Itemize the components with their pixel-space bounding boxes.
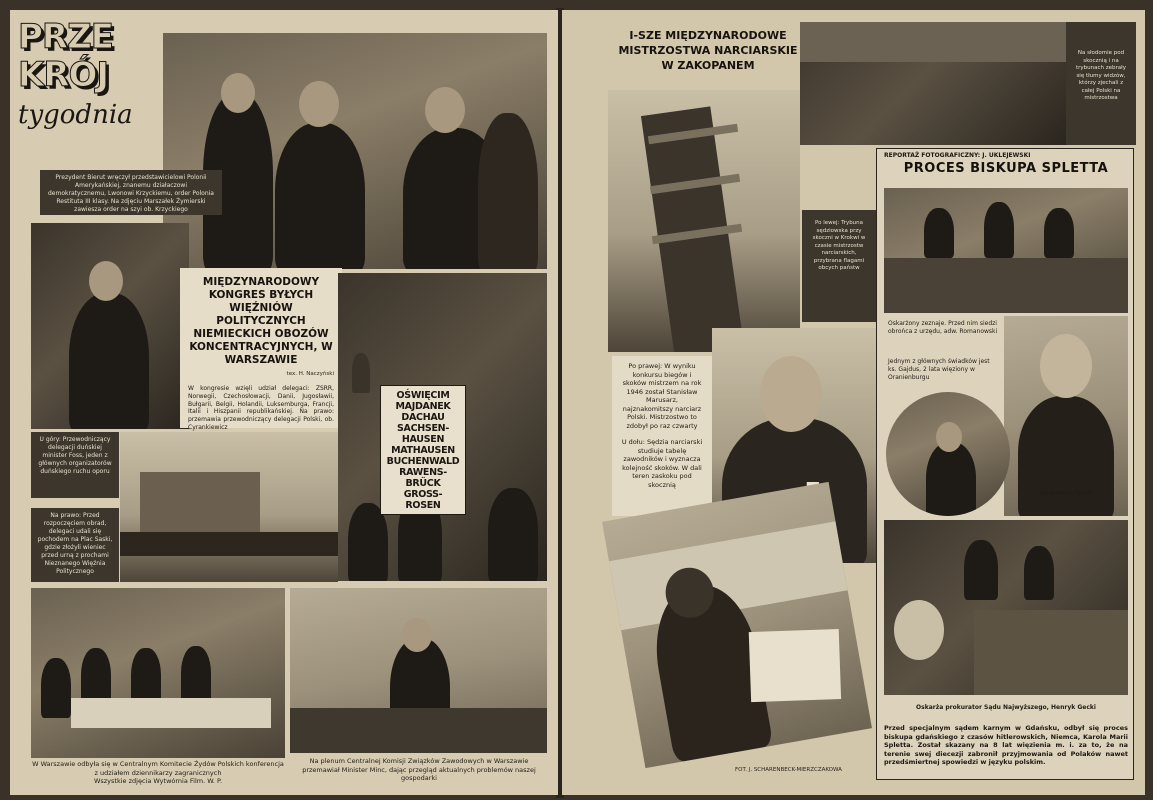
caption-jewish-committee-credit: Wszystkie zdjęcia Wytwórnia Film. W. P.	[93, 777, 223, 785]
banner-line: MATHAUSEN	[391, 444, 455, 456]
caption-judges-tower: Po lewej: Trybuna sędziowska przy skoczni w Krokwi w czasie mistrzostw narciarskich, przybrana flagami obcych państw	[802, 210, 876, 322]
proces-title: PROCES BISKUPA SPLETTA	[903, 161, 1109, 176]
caption-procession: Na prawo: Przed rozpoczęciem obrad, delegaci udali się pochodem na Plac Saski, gdzie złożyli wieniec przed urną z prochami Nieznanego Więźnia Politycznego	[31, 508, 119, 582]
caption-order-ceremony: Prezydent Bierut wręczył przedstawicielowi Polonii Amerykańskiej, znanemu działaczowi demokratycznemu, Lwonowi Krzyckiemu, order Polonia Restituta III klasy. Na zdjęciu Marszałek Żymierski zawiesza order na szyi ob. Krzyckiego	[40, 170, 222, 215]
caption-witness: Jednym z głównych świadków jest ks. Gajdus, 2 lata więziony w Oranienburgu	[888, 358, 990, 381]
banner-line: OŚWIĘCIM	[396, 389, 450, 401]
photo-crowd	[800, 22, 1066, 145]
photo-splett	[1004, 316, 1128, 516]
banner-line: BUCHENWALD	[386, 455, 460, 467]
banner-line: BRÜCK	[405, 477, 441, 489]
photo-judges-tower	[608, 90, 800, 352]
banner-line: GROSS-	[403, 488, 443, 500]
ski-championship-title: I-SZE MIĘDZYNARODOWE MISTRZOSTWA NARCIARSKIE W ZAKOPANEM	[618, 29, 798, 72]
photo-procession	[120, 432, 338, 582]
article-congress	[180, 268, 342, 431]
banner-line: ROSEN	[405, 499, 441, 511]
banner-line: MAJDANEK	[395, 400, 451, 412]
photo-courtroom	[884, 188, 1128, 313]
caption-judge-text: U dołu: Sędzia narciarski studiuje tabelę zawodników i wyznacza kolejność skoków. W dali teren zaskoku pod skocznią	[621, 438, 703, 489]
photo-prosecutor	[884, 520, 1128, 695]
photo-danish-minister	[31, 223, 189, 429]
caption-splett: Karol Maria Splett	[1039, 490, 1093, 497]
banner-line: RAWENS-	[399, 466, 447, 478]
caption-defendant: Oskarżony zeznaje. Przed nim siedzi obrońca z urzędu, adw. Romanowski	[888, 320, 998, 335]
magazine-logo	[18, 18, 158, 168]
photo-credit: FOT. J. SCHARENBECK-MIERZCZAKOWA	[735, 767, 842, 773]
photo-minister-minc	[290, 588, 547, 753]
banner-line: HAUSEN	[401, 433, 445, 445]
caption-prosecutor: Oskarża prokurator Sądu Najwyższego, Henryk Gecki	[916, 704, 1096, 711]
caption-marusarz	[612, 356, 712, 516]
photo-witness-gajdus	[886, 392, 1010, 516]
article-author: tex. H. Naczyński	[286, 371, 334, 377]
caption-jewish-committee-text: W Warszawie odbyła się w Centralnym Komitecie Żydów Polskich konferencja z udziałem dziennikarzy zagranicznych	[32, 760, 284, 777]
banner-line: SACHSEN-	[397, 422, 449, 434]
logo-word-prze: PRZE	[18, 17, 113, 57]
photo-order-ceremony	[163, 33, 547, 269]
proces-report-line: REPORTAŻ FOTOGRAFICZNY: J. UKLEJEWSKI	[884, 152, 1031, 159]
caption-danish-minister: U góry: Przewodniczący delegacji duńskiej minister Foss, jeden z głównych organizatorów duńskiego ruchu oporu	[31, 432, 119, 498]
caption-marusarz-text: Po prawej: W wyniku konkursu biegów i skoków mistrzem na rok 1946 został Stanisław Marusarz, najznakomitszy narciarz Polski. Mistrzostwo to zdobył po raz czwarty	[622, 362, 702, 430]
camps-banner	[380, 385, 466, 515]
photo-ski-judge	[602, 482, 872, 768]
proces-body: Przed specjalnym sądem karnym w Gdańsku, odbył się proces biskupa gdańskiego z czasów hitlerowskich, Niemca, Karola Marii Spletta. Został skazany na 8 lat więzienia m. i. za to, że na terenie swej diecezji zabronił przyjmowania od Polaków nawet przedśmiertnej spowiedzi w języku polskim.	[884, 724, 1128, 767]
caption-jewish-committee	[31, 760, 285, 786]
logo-word-kroj: KRÓJ	[18, 55, 109, 95]
photo-jewish-committee	[31, 588, 285, 758]
article-body: W kongresie wzięli udział delegaci: ZSRR, Norwegii, Czechosłowacji, Danii, Jugosławii, Bułgarii, Belgii, Holandii, Luksemburga, Francji, Italii i Hiszpanii republikańskiej. Na prawo: przemawia przewodniczący delegacji Polski, ob. Cyrankiewicz	[188, 385, 334, 431]
caption-minister-minc: Na plenum Centralnej Komisji Związków Zawodowych w Warszawie przemawiał Minister Minc, dając przegląd aktualnych problemów naszej gospodarki	[302, 757, 536, 782]
caption-crowd: Na słodomie pod skocznią i na trybunach zebrały się tłumy widzów, którzy zjechali z całej Polski na mistrzostwa	[1066, 22, 1136, 145]
article-headline: MIĘDZYNARODOWY KONGRES BYŁYCH WIĘŹNIÓW POLITYCZNYCH NIEMIECKICH OBOZÓW KONCENTRACYJNYCH, W WARSZAWIE	[189, 276, 333, 366]
logo-subtitle: tygodnia	[18, 100, 133, 130]
banner-line: DACHAU	[401, 411, 445, 423]
